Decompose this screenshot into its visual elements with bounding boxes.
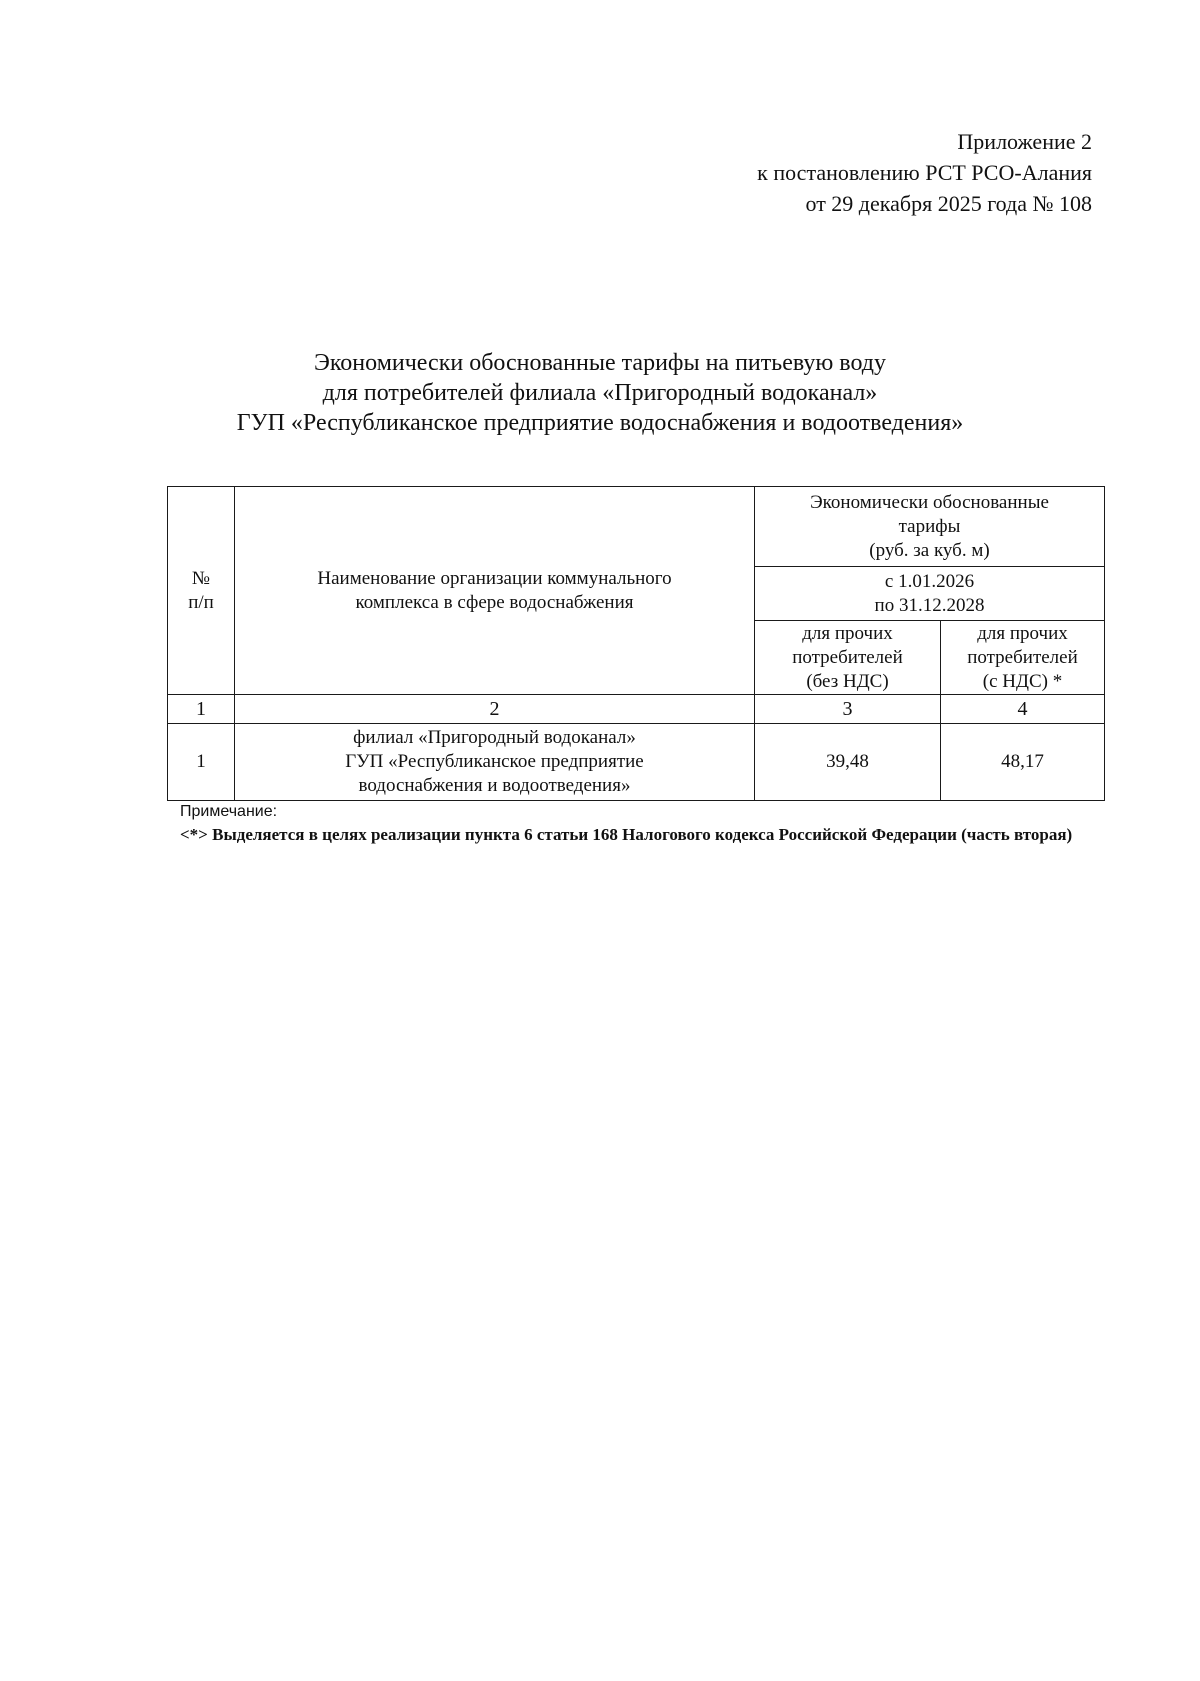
header-organization-line-2: комплекса в сфере водоснабжения [355,591,634,613]
appendix-title: Приложение 2 [957,129,1092,154]
header-tariff-with-vat [941,621,1105,695]
column-number-row [168,695,1105,724]
header-organization [235,487,755,695]
header-tariff-no-vat [755,621,941,695]
footnote [180,800,1100,846]
header-no-vat-line-1: для прочих [802,622,893,644]
document-title [0,348,1200,438]
appendix-header [757,126,1092,219]
header-period [755,567,1105,621]
period-end: по 31.12.2028 [874,594,985,616]
footnote-label: Примечание: [180,803,278,820]
column-number: 1 [168,695,235,724]
appendix-resolution: к постановлению РСТ РСО-Алания [757,160,1092,185]
header-with-vat-line-1: для прочих [977,622,1068,644]
organization-name-line-3: водоснабжения и водоотведения» [358,775,631,796]
table-header-row [168,487,1105,567]
header-organization-line-1: Наименование организации коммунального [317,567,672,589]
column-number: 4 [941,695,1105,724]
tariff-with-vat-value: 48,17 [941,724,1105,801]
row-number: 1 [168,724,235,801]
header-number-abbr: п/п [188,591,214,613]
table-row [168,724,1105,801]
tariff-no-vat-value: 39,48 [755,724,941,801]
title-line-1: Экономически обоснованные тарифы на питьевую воду [314,350,886,376]
appendix-date: от 29 декабря 2025 года № 108 [805,191,1092,216]
header-no-vat-line-3: (без НДС) [806,670,889,692]
header-with-vat-line-3: (с НДС) * [982,670,1063,692]
header-tariffs-line-1: Экономически обоснованные [810,491,1049,513]
header-no-vat-line-2: потребителей [792,646,903,668]
organization-name-line-1: филиал «Пригородный водоканал» [353,727,636,748]
period-start: с 1.01.2026 [884,570,975,592]
title-line-2: для потребителей филиала «Пригородный водоканал» [322,380,878,406]
header-number [168,487,235,695]
header-tariffs-line-2: тарифы [898,515,961,537]
organization-name-line-2: ГУП «Республиканское предприятие [345,751,644,772]
header-with-vat-line-2: потребителей [967,646,1078,668]
footnote-text: <*> Выделяется в целях реализации пункта 6 статьи 168 Налогового кодекса Российской Федерации (часть вторая) [180,825,1073,844]
header-number-symbol: № [191,567,211,589]
title-line-3: ГУП «Республиканское предприятие водоснабжения и водоотведения» [236,410,964,436]
column-number: 3 [755,695,941,724]
header-tariffs [755,487,1105,567]
tariff-table [167,486,1105,801]
column-number: 2 [235,695,755,724]
organization-name [235,724,755,801]
header-tariffs-unit: (руб. за куб. м) [869,539,990,561]
